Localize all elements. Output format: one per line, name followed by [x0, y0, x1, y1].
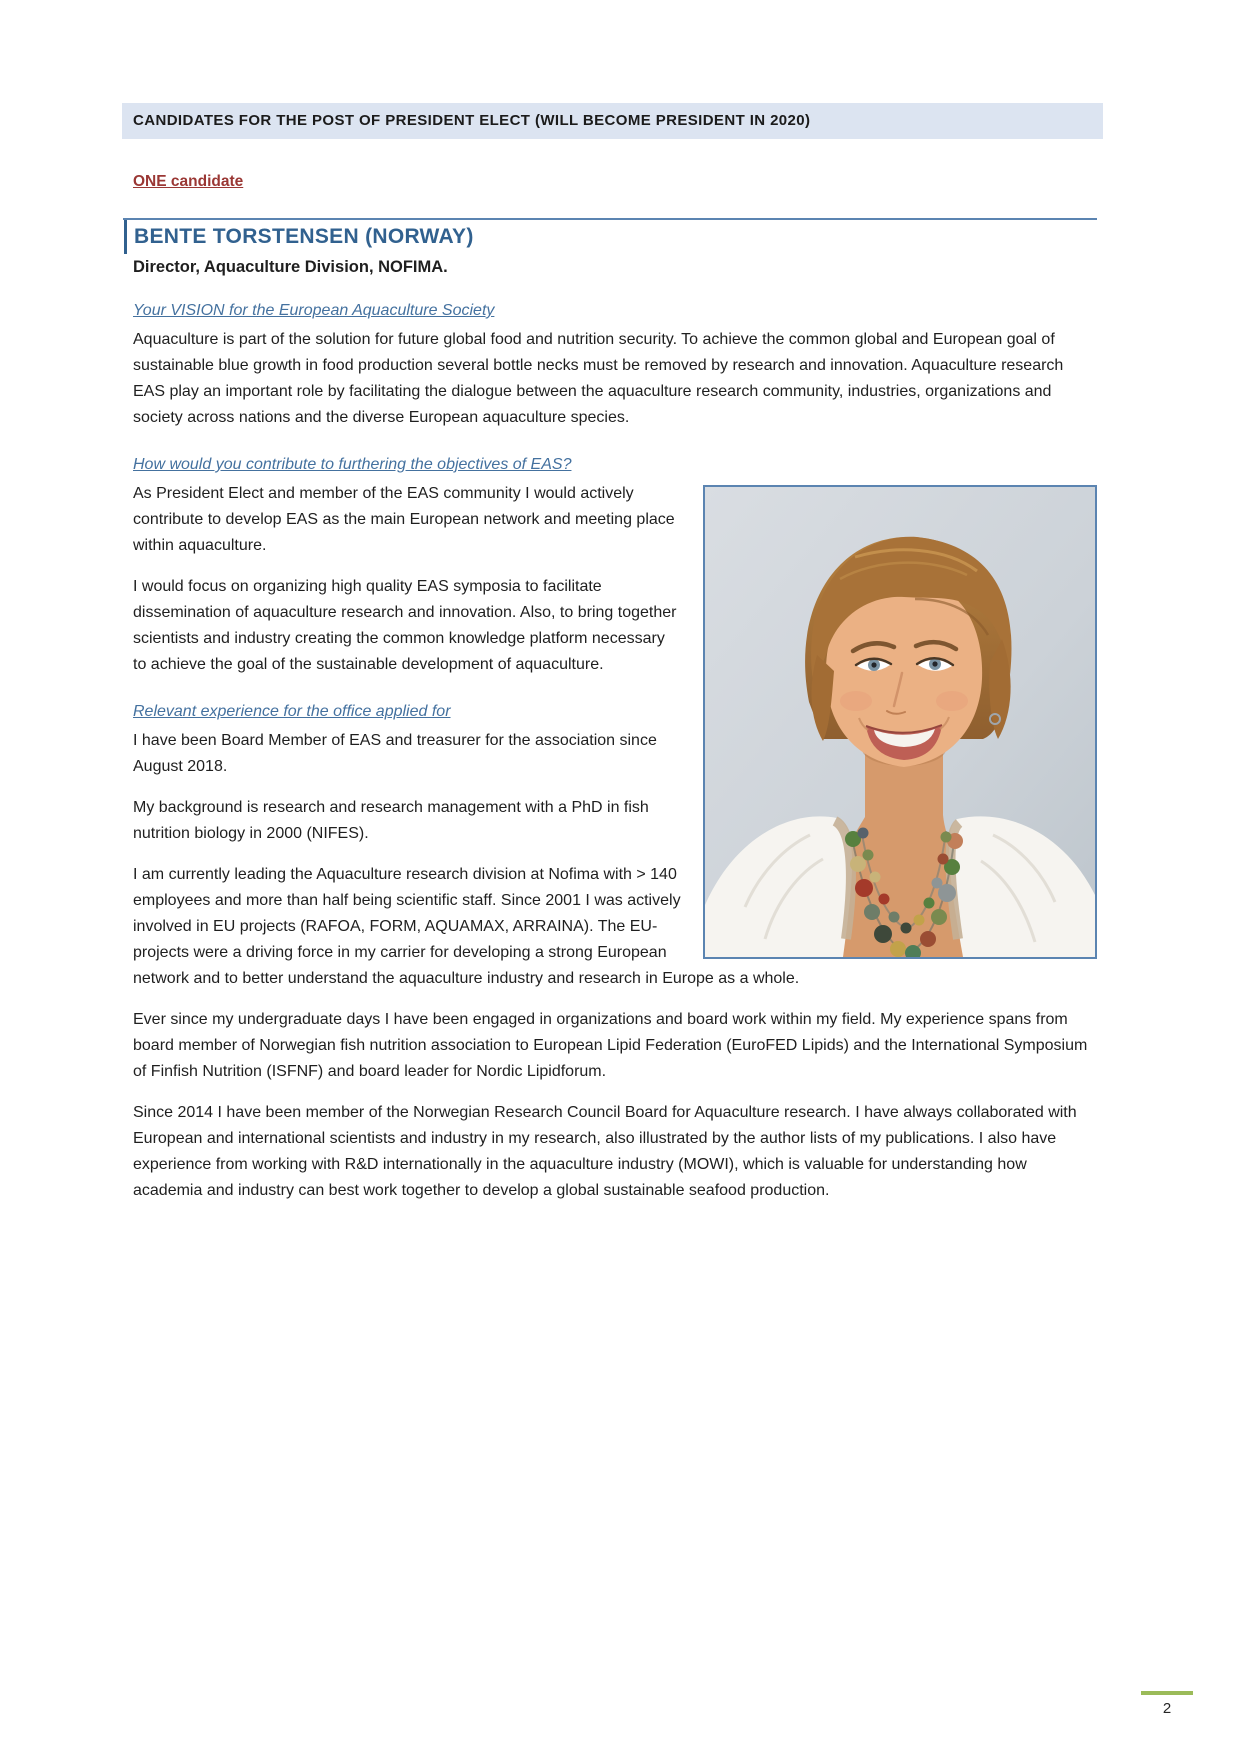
- paragraph-experience-2: My background is research and research management with a PhD in fish nutrition biology in 2000 (NIFES).: [133, 799, 649, 842]
- paragraph-experience-3: I am currently leading the Aquaculture research division at Nofima with > 140 employees and more than half being scientific staff. Since 2001 I was actively involved in EU projects (RAFOA, FORM, AQUAMAX, ARRAINA). The EU-projects were a driving force in my carrier for developing a strong European network and to better understand the aquaculture industry and research in Europe as a whole.: [133, 866, 800, 987]
- section-header-bar: [122, 103, 1103, 139]
- document-page: [133, 103, 1108, 1219]
- paragraph-experience-5: Since 2014 I have been member of the Norwegian Research Council Board for Aquaculture research. I have always collaborated with European and international scientists and industry in my research, also illustrated by the author lists of my publications. I also have experience from working with R&D internationally in the aquaculture industry (MOWI), which is valuable for understanding how academia and industry can best work together to develop a global sustainable seafood production.: [133, 1104, 1077, 1199]
- section-heading-contribution: How would you contribute to furthering the objectives of EAS?: [133, 456, 572, 473]
- paragraph-vision: Aquaculture is part of the solution for future global food and nutrition security. To achieve the common global and European goal of sustainable blue growth in food production several bottle necks must be removed by research and innovation. Aquaculture research EAS play an important role by facilitating the dialogue between the aquaculture research community, industries, organizations and society across nations and the diverse European aquaculture species.: [133, 331, 1064, 426]
- paragraph-experience-4: Ever since my undergraduate days I have been engaged in organizations and board work within my field. My experience spans from board member of Norwegian fish nutrition association to European Lipid Federation (EuroFED Lipids) and the International Symposium of Finfish Nutrition (ISFNF) and board leader for Nordic Lipidforum.: [133, 1011, 1088, 1080]
- candidate-role: Director, Aquaculture Division, NOFIMA.: [133, 258, 448, 276]
- candidate-name-heading: BENTE TORSTENSEN (NORWAY): [124, 220, 1097, 254]
- candidate-photo: [703, 485, 1097, 959]
- footer-rule: [1141, 1691, 1193, 1695]
- section-header-title: CANDIDATES FOR THE POST OF PRESIDENT ELECT (WILL BECOME PRESIDENT IN 2020): [133, 112, 811, 129]
- candidate-block: [123, 218, 1097, 1219]
- paragraph-experience-1: I have been Board Member of EAS and treasurer for the association since August 2018.: [133, 732, 657, 775]
- candidate-count-label: ONE candidate: [133, 173, 244, 190]
- paragraph-contribution-1: As President Elect and member of the EAS community I would actively contribute to develop EAS as the main European network and meeting place within aquaculture.: [133, 485, 675, 554]
- page-number: 2: [1162, 1700, 1172, 1717]
- page-footer: [1141, 1691, 1193, 1717]
- paragraph-contribution-2: I would focus on organizing high quality EAS symposia to facilitate dissemination of aquaculture research and innovation. Also, to bring together scientists and industry creating the common knowledge platform necessary to achieve the goal of the sustainable development of aquaculture.: [133, 578, 677, 673]
- section-heading-vision: Your VISION for the European Aquaculture Society: [133, 302, 495, 319]
- candidate-photo-illustration: [705, 487, 1095, 957]
- section-heading-experience: Relevant experience for the office applied for: [133, 703, 451, 720]
